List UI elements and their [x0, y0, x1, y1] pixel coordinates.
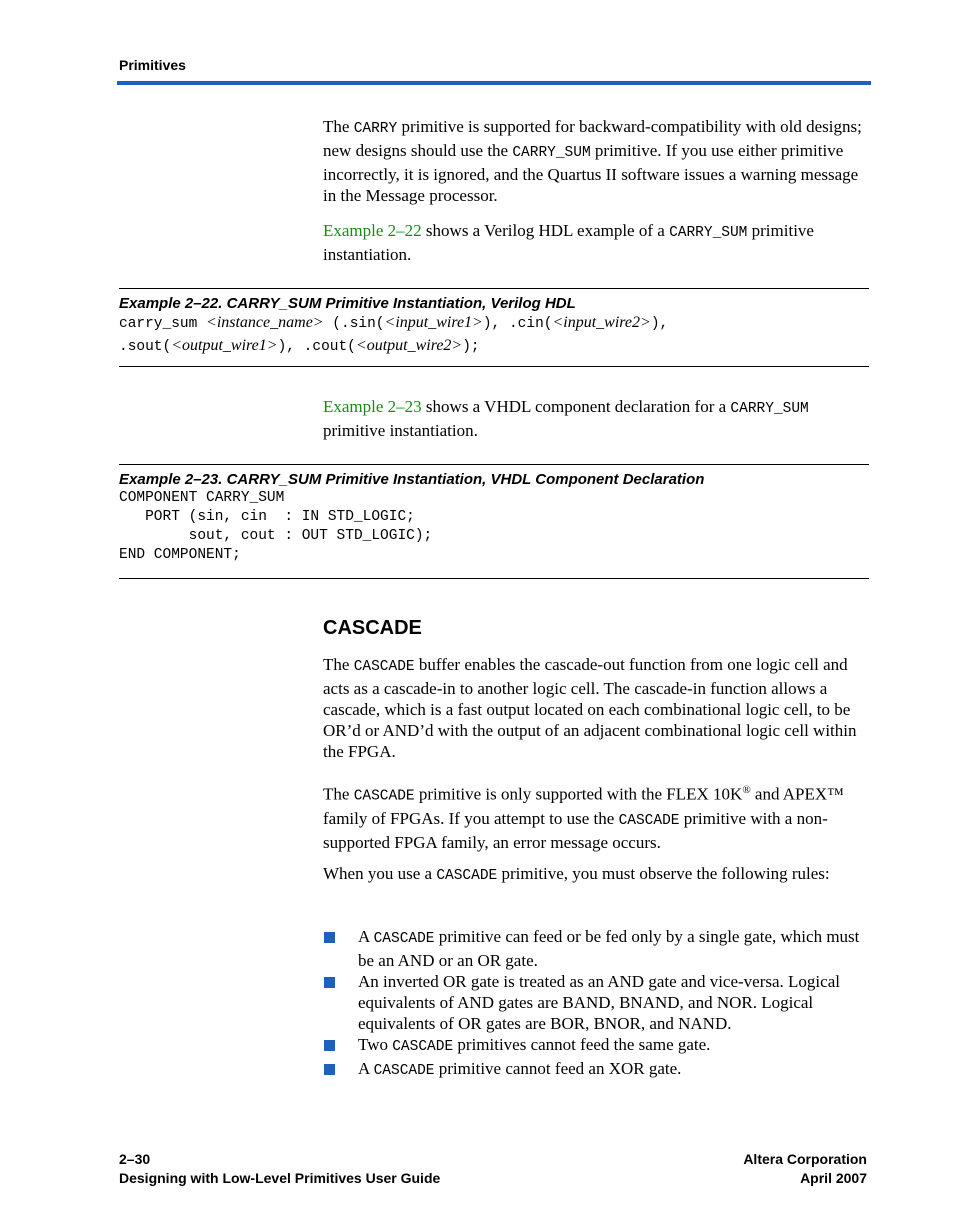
example-2-23-title: Example 2–23. CARRY_SUM Primitive Instantiation, VHDL Component Declaration — [119, 471, 705, 488]
paragraph-carry: The CARRY primitive is supported for backward-compatibility with old designs; new designs should use the CARRY_SUM primitive. If you use either primitive incorrectly, it is ignored, and the Quartus II software issues a warning message in the Message processor. — [323, 117, 862, 205]
rules-list — [323, 926, 871, 1082]
example-2-22-link[interactable]: Example 2–22 — [323, 221, 422, 240]
footer-left — [119, 1150, 440, 1188]
code-carry-sum: CARRY_SUM — [730, 401, 809, 417]
paragraph-cascade-intro: The CASCADE buffer enables the cascade-out function from one logic cell and acts as a cascade-in to another logic cell. The cascade-in function allows a cascade, which is a fast output located on each combinational logic cell, to be OR’d or AND’d with the output of an adjacent combinational logic cell within the FPGA. — [323, 655, 857, 761]
paragraph-example-23-ref: Example 2–23 shows a VHDL component declaration for a CARRY_SUM primitive instantiation. — [323, 397, 809, 440]
example-2-22-title: Example 2–22. CARRY_SUM Primitive Instantiation, Verilog HDL — [119, 295, 576, 312]
paragraph-example-22-ref: Example 2–22 shows a Verilog HDL example of a CARRY_SUM primitive instantiation. — [323, 221, 814, 264]
section-heading-cascade: CASCADE — [323, 617, 422, 639]
list-item: A CASCADE primitive can feed or be fed only by a single gate, which must be an AND or an OR gate. — [323, 926, 871, 971]
page-number: 2–30 — [119, 1151, 151, 1167]
example-2-22-box — [119, 288, 869, 367]
bullet-square-icon — [324, 1040, 335, 1051]
running-header: Primitives — [119, 57, 186, 73]
bullet-square-icon — [324, 932, 335, 943]
header-rule — [117, 81, 871, 85]
example-2-23-link[interactable]: Example 2–23 — [323, 397, 422, 416]
guide-title: Designing with Low-Level Primitives User Guide — [119, 1170, 441, 1186]
paragraph-cascade-rules-intro: When you use a CASCADE primitive, you must observe the following rules: — [323, 864, 830, 884]
code-cascade: CASCADE — [618, 812, 680, 829]
example-2-23-box — [119, 464, 869, 579]
bullet-square-icon — [324, 977, 335, 988]
example-2-22-code-line1: carry_sum <instance_name> (.sin(<input_wire1>), .cin(<input_wire2>), — [119, 314, 669, 332]
code-cascade: CASCADE — [353, 788, 415, 805]
publication-date: April 2007 — [800, 1170, 867, 1186]
code-cascade: CASCADE — [353, 659, 415, 675]
example-2-23-code: COMPONENT CARRY_SUM PORT (sin, cin : IN STD_LOGIC; sout, cout : OUT STD_LOGIC); END COMPONENT; — [119, 490, 433, 563]
code-carry: CARRY — [353, 121, 398, 137]
bullet-square-icon — [324, 1064, 335, 1075]
paragraph-cascade-support: The CASCADE primitive is only supported with the FLEX 10K® and APEX™ family of FPGAs. If you attempt to use the CASCADE primitive with a non-supported FPGA family, an error message occurs. — [323, 784, 844, 852]
code-cascade: CASCADE — [436, 868, 498, 884]
code-carry-sum: CARRY_SUM — [512, 145, 591, 161]
example-2-22-code-line2: .sout(<output_wire1>), .cout(<output_wire2>); — [119, 337, 480, 355]
footer-right — [743, 1150, 867, 1188]
list-item: A CASCADE primitive cannot feed an XOR gate. — [323, 1058, 871, 1082]
code-carry-sum: CARRY_SUM — [669, 225, 748, 241]
company-name: Altera Corporation — [743, 1151, 867, 1167]
list-item: An inverted OR gate is treated as an AND gate and vice-versa. Logical equivalents of AND gates are BAND, BNAND, and NOR. Logical equivalents of OR gates are BOR, BNOR, and NAND. — [323, 971, 871, 1034]
list-item: Two CASCADE primitives cannot feed the same gate. — [323, 1034, 871, 1058]
